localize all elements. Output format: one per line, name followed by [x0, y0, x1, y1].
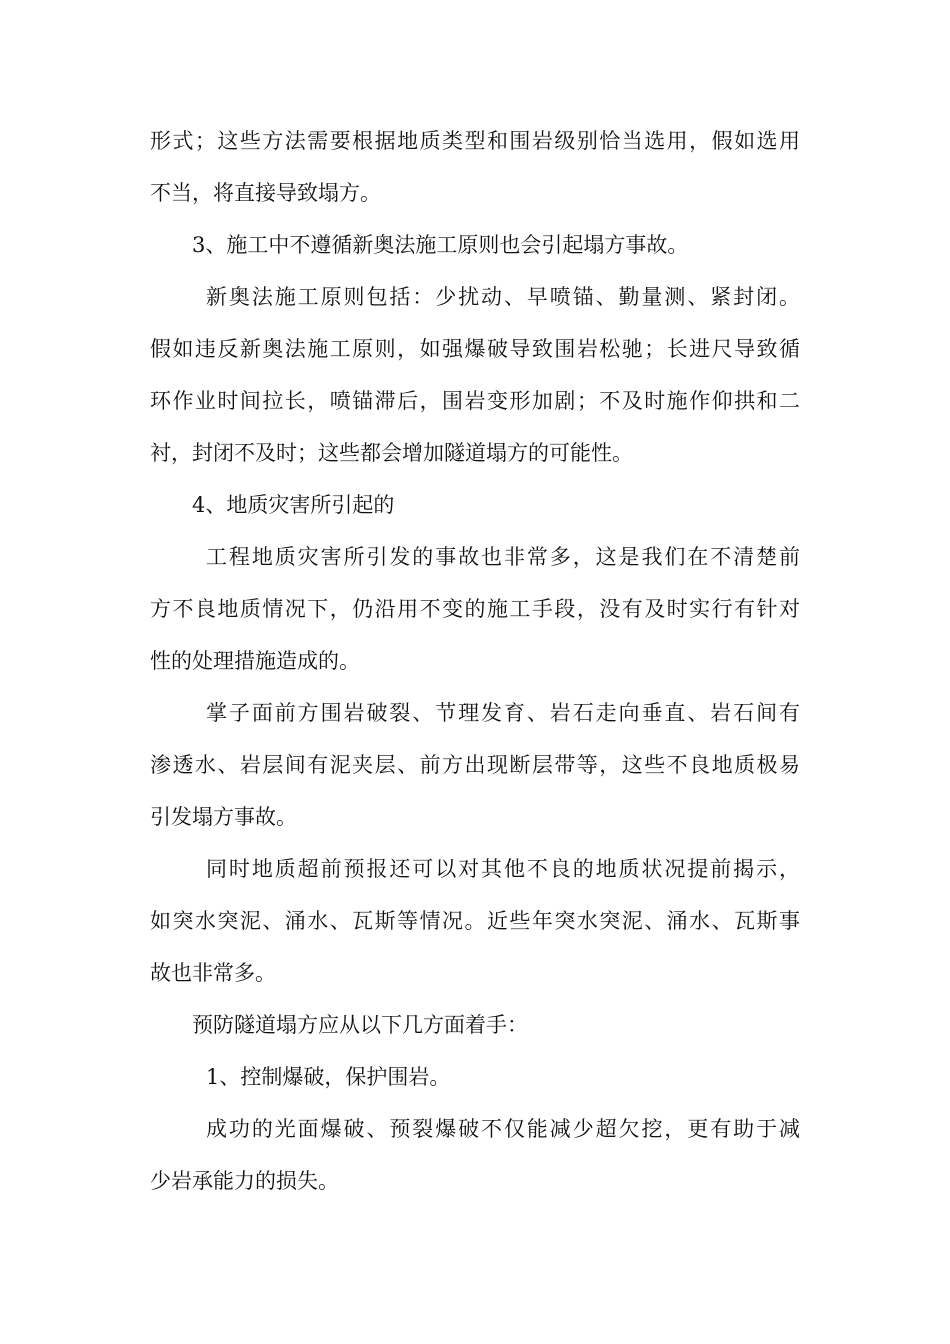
document-body — [150, 115, 800, 1207]
text-line: 4、地质灾害所引起的 — [192, 493, 395, 517]
text-line: 1、控制爆破，保护围岩。 — [206, 1065, 451, 1089]
text-line: 形式；这些方法需要根据地质类型和围岩级别恰当选用，假如选用 — [150, 129, 800, 153]
text-line: 如突水突泥、涌水、瓦斯等情况。近些年突水突泥、涌水、瓦斯事 — [150, 909, 800, 933]
text-line: 工程地质灾害所引发的事故也非常多，这是我们在不清楚前 — [206, 545, 800, 569]
text-line: 假如违反新奥法施工原则，如强爆破导致围岩松驰；长进尺导致循 — [150, 337, 800, 361]
text-line: 新奥法施工原则包括：少扰动、早喷锚、勤量测、紧封闭。 — [206, 285, 800, 309]
text-line: 预防隧道塌方应从以下几方面着手： — [192, 1013, 528, 1037]
text-line: 性的处理措施造成的。 — [150, 649, 360, 673]
text-line: 故也非常多。 — [150, 961, 276, 985]
text-line: 同时地质超前预报还可以对其他不良的地质状况提前揭示， — [206, 857, 800, 881]
text-line: 渗透水、岩层间有泥夹层、前方出现断层带等，这些不良地质极易 — [150, 753, 800, 777]
text-line: 掌子面前方围岩破裂、节理发育、岩石走向垂直、岩石间有 — [206, 701, 800, 725]
text-line: 环作业时间拉长，喷锚滞后，围岩变形加剧；不及时施作仰拱和二 — [150, 389, 800, 413]
text-line: 不当，将直接导致塌方。 — [150, 181, 381, 205]
text-line: 衬，封闭不及时；这些都会增加隧道塌方的可能性。 — [150, 441, 633, 465]
text-line: 成功的光面爆破、预裂爆破不仅能减少超欠挖，更有助于减 — [206, 1117, 800, 1141]
text-line: 少岩承能力的损失。 — [150, 1169, 339, 1193]
text-line: 引发塌方事故。 — [150, 805, 297, 829]
text-line: 3、施工中不遵循新奥法施工原则也会引起塌方事故。 — [192, 233, 689, 257]
text-line: 方不良地质情况下，仍沿用不变的施工手段，没有及时实行有针对 — [150, 597, 800, 621]
